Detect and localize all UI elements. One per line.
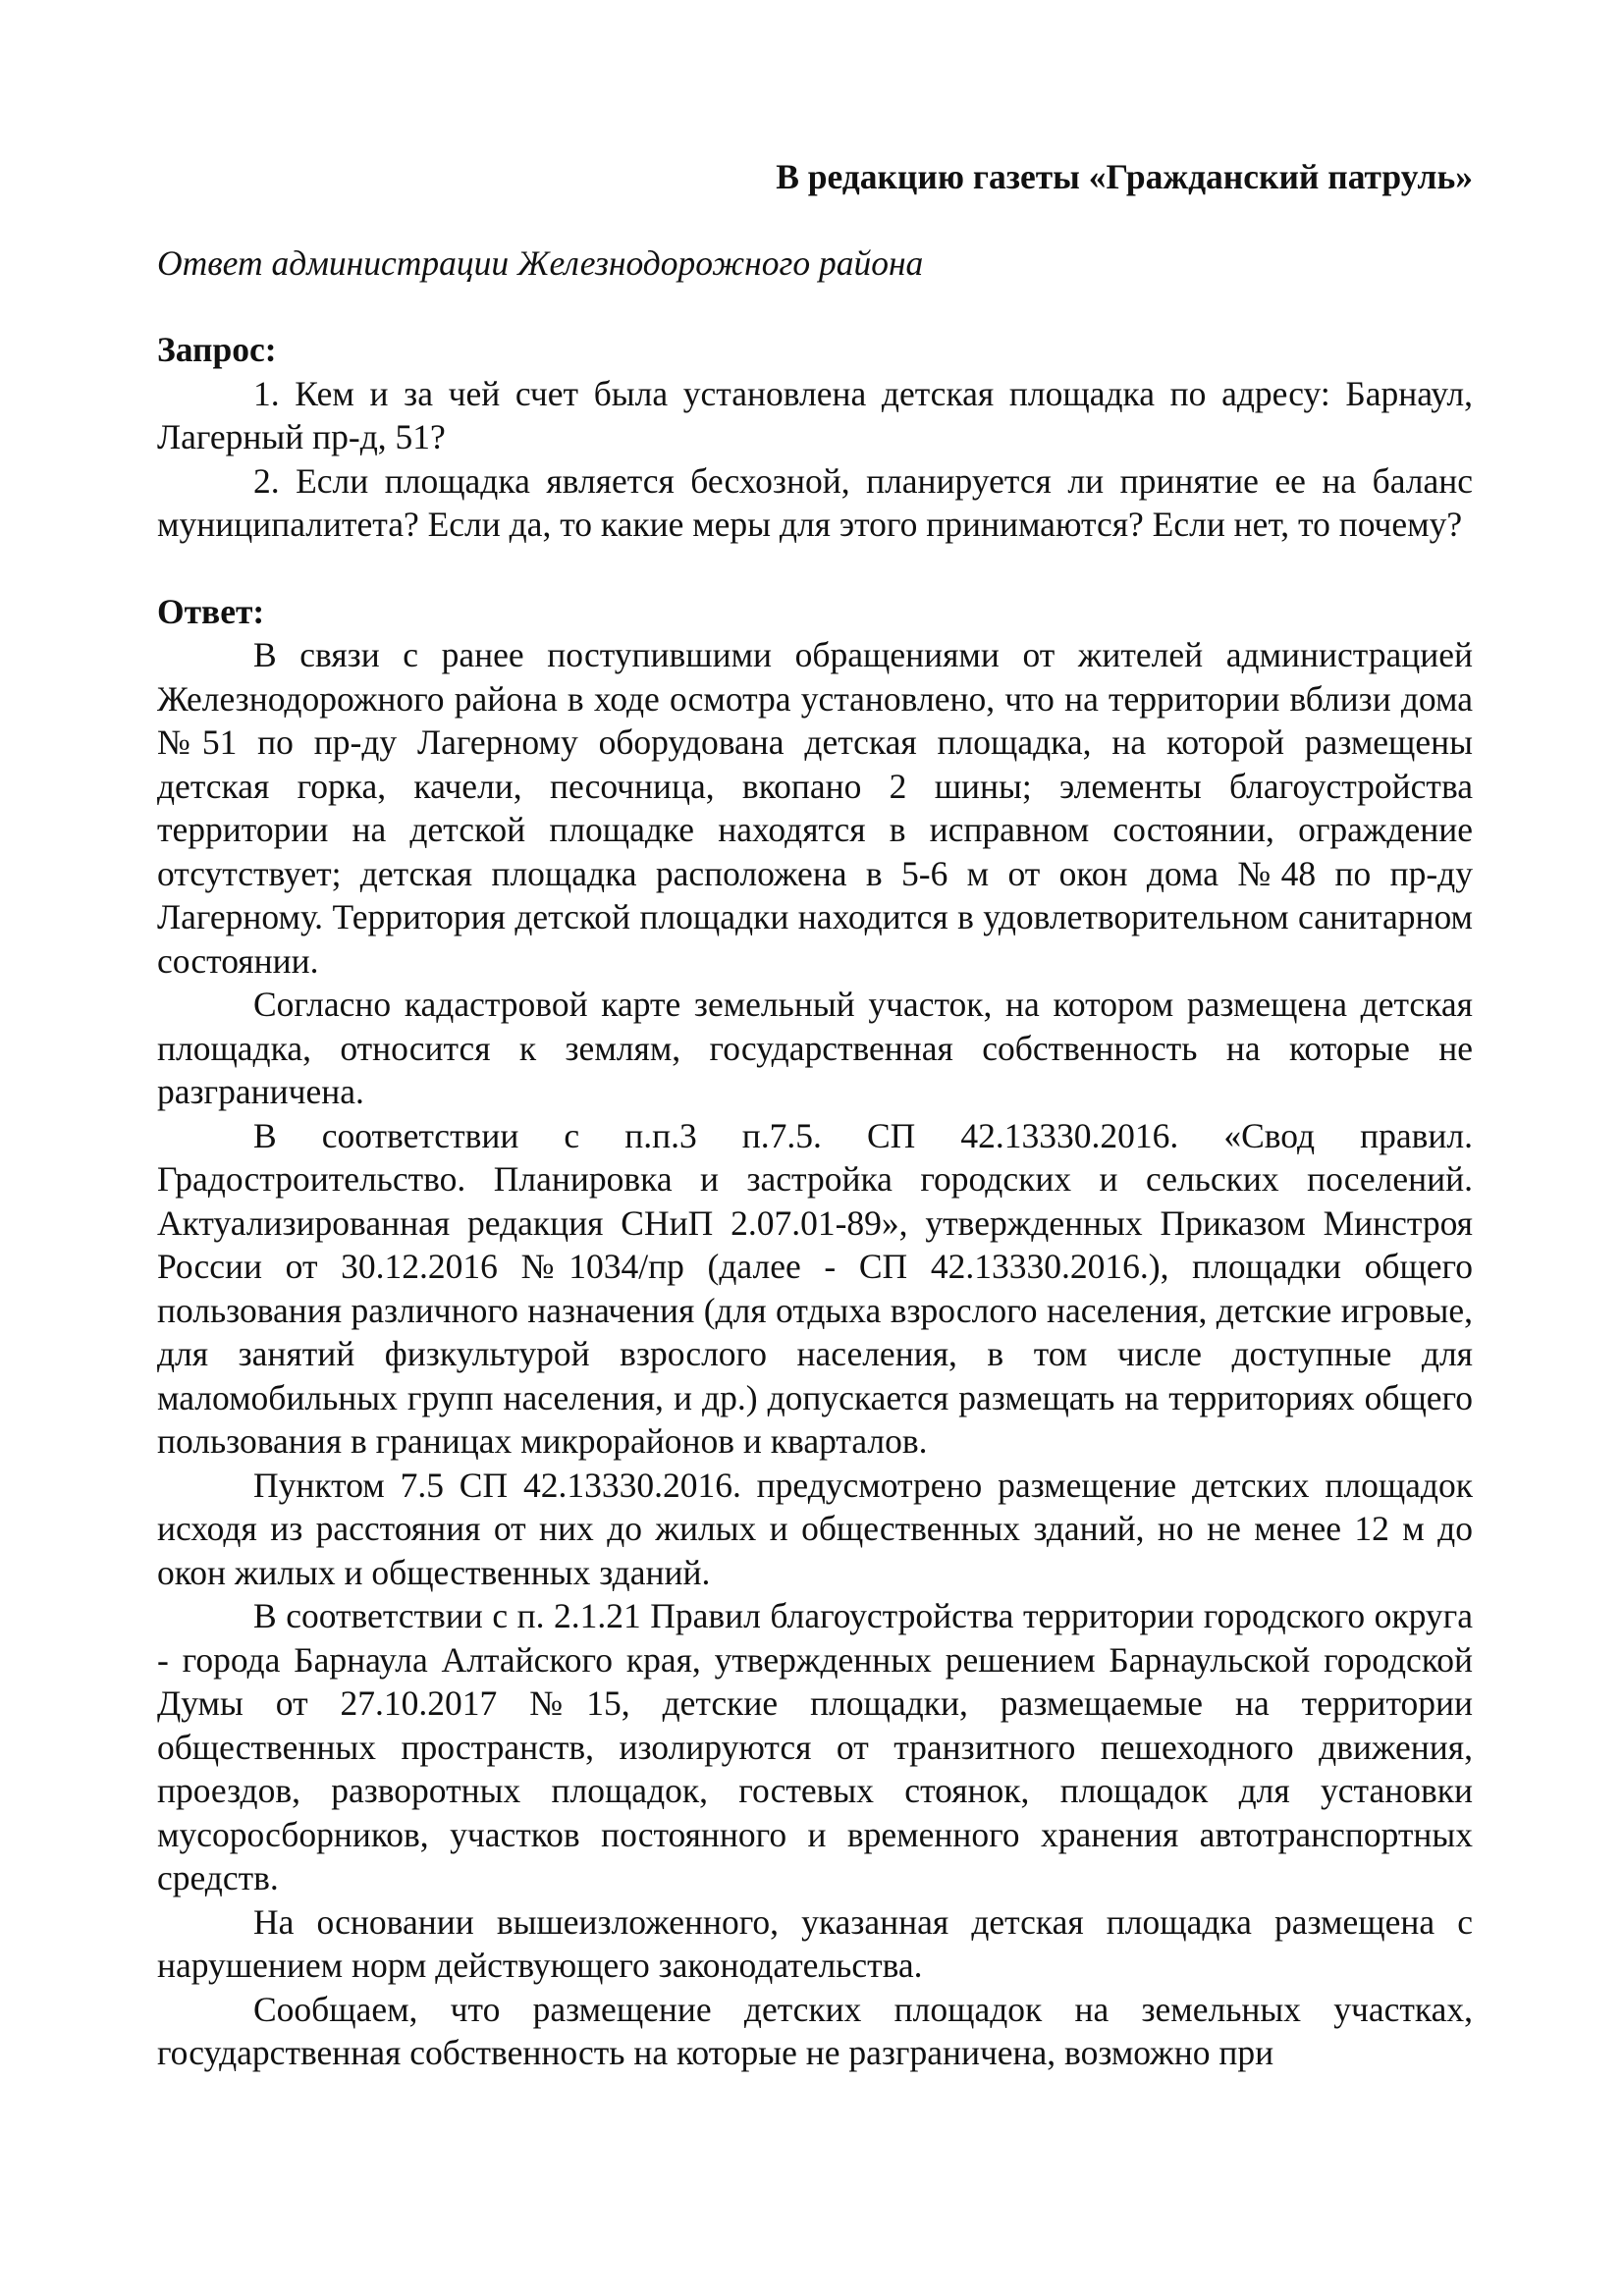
answer-paragraph: Пунктом 7.5 СП 42.13330.2016. предусмотрено размещение детских площадок исходя из расстояния от них до жилых и общественных зданий, но не менее 12 м до окон жилых и общественных зданий. xyxy=(157,1465,1473,1592)
answer-heading: Ответ: xyxy=(157,591,265,631)
document-page xyxy=(157,155,1473,2075)
answer-paragraph: В соответствии с п.п.3 п.7.5. СП 42.13330.2016. «Свод правил. Градостроительство. Планировка и застройка городских и сельских поселений. Актуализированная редакция СНиП 2.07.01-89», утвержденных Приказом Минстроя России от 30.12.2016 №1034/пр (далее - СП 42.13330.2016.), площадки общего пользования различного назначения (для отдыха взрослого населения, детские игровые, для занятий физкультурой взрослого населения, в том числе доступные для маломобильных групп населения, и др.) допускается размещать на территориях общего пользования в границах микрорайонов и кварталов. xyxy=(157,1115,1473,1461)
answer-paragraph: На основании вышеизложенного, указанная детская площадка размещена с нарушением норм действующего законодательства. xyxy=(157,1901,1473,1985)
answer-paragraph: В соответствии с п. 2.1.21 Правил благоустройства территории городского округа - города Барнаула Алтайского края, утвержденных решением Барнаульской городской Думы от 27.10.2017 №15, детские площадки, размещаемые на территории общественных пространств, изолируются от транзитного пешеходного движения, проездов, разворотных площадок, гостевых стоянок, площадок для установки мусоросборников, участков постоянного и временного хранения автотранспортных средств. xyxy=(157,1596,1473,1897)
answer-paragraph: Сообщаем, что размещение детских площадок на земельных участках, государственная собственность на которые не разграничена, возможно при xyxy=(157,1989,1473,2072)
request-heading: Запрос: xyxy=(157,330,277,369)
answer-section xyxy=(157,590,1473,2075)
request-item: 2. Если площадка является бесхозной, планируется ли принятие ее на баланс муниципалитета? Если да, то какие меры для этого принимаются? Если нет, то почему? xyxy=(157,460,1473,544)
answer-paragraph: Согласно кадастровой карте земельный участок, на котором размещена детская площадка, относится к землям, государственная собственность на которые не разграничена. xyxy=(157,985,1473,1111)
request-section xyxy=(157,328,1473,547)
addressee-line: В редакцию газеты «Гражданский патруль» xyxy=(776,157,1473,196)
request-item: 1. Кем и за чей счет была установлена детская площадка по адресу: Барнаул, Лагерный пр-д, 51? xyxy=(157,373,1473,456)
section-spacer xyxy=(157,547,1473,590)
document-subtitle: Ответ администрации Железнодорожного района xyxy=(157,242,924,283)
answer-paragraph: В связи с ранее поступившими обращениями от жителей администрацией Железнодорожного района в ходе осмотра установлено, что на территории вблизи дома №51 по пр-ду Лагерному оборудована детская площадка, на которой размещены детская горка, качели, песочница, вкопано 2 шины; элементы благоустройства территории на детской площадке находятся в исправном состоянии, ограждение отсутствует; детская площадка расположена в 5-6 м от окон дома №48 по пр-ду Лагерному. Территория детской площадки находится в удовлетворительном санитарном состоянии. xyxy=(157,635,1473,981)
